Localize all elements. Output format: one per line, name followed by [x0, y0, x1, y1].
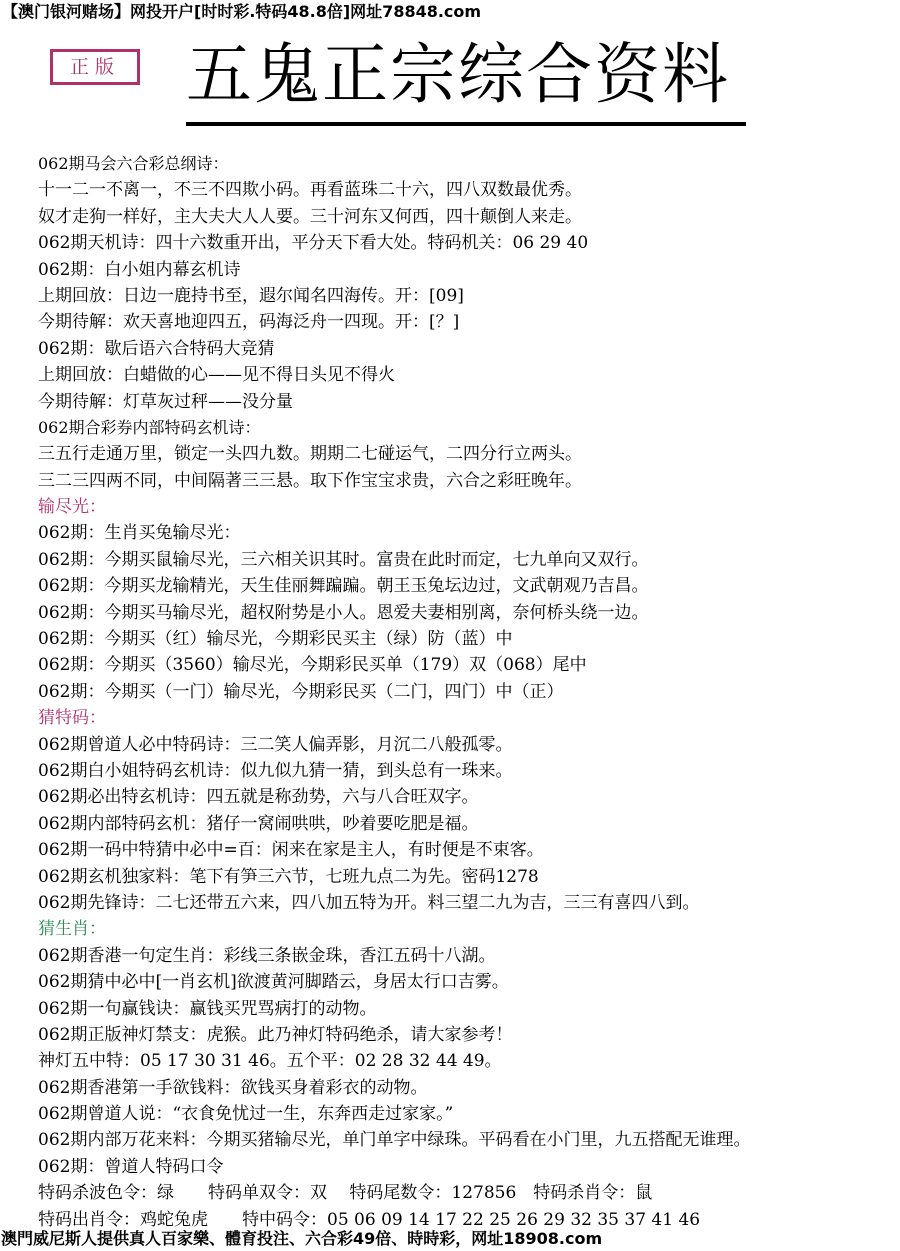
text-line: 062期香港一句定生肖：彩线三条嵌金珠，香江五码十八湖。 [38, 945, 496, 966]
text-line: 特码杀波色令：绿 特码单双令：双 特码尾数令：127856 特码杀肖令：鼠 [38, 1183, 653, 1204]
text-line: 062期：今期买（一门）输尽光，今期彩民买（二门，四门）中（正） [38, 681, 564, 702]
genuine-badge: 正版 [50, 49, 140, 85]
text-line: 特码出肖令：鸡蛇兔虎 特中码令：05 06 09 14 17 22 25 26 29 32 35 37 41 46 [38, 1209, 701, 1230]
section-heading: 猜特码： [38, 708, 106, 729]
text-line: 062期曾道人说：“衣食免忧过一生，东奔西走过家家。” [38, 1104, 454, 1125]
text-line: 062期玄机独家料：笔下有笋三六节，七班九点二为先。密码1278 [38, 866, 539, 887]
text-line: 062期必出特玄机诗：四五就是称劲势，六与八合旺双字。 [38, 787, 479, 808]
bottom-ad-banner: 澳門威尼斯人提供真人百家樂、體育投注、六合彩49倍、時時彩，网址18908.com [1, 1229, 603, 1248]
top-ad-banner: 【澳门银河赌场】网投开户[时时彩.特码48.8倍]网址78848.com [2, 2, 482, 21]
section-heading: 猜生肖： [38, 919, 106, 940]
text-line: 062期合彩券内部特码玄机诗： [38, 417, 261, 437]
text-line: 062期先锋诗：二七还带五六来，四八加五特为开。料三望二九为吉，三三有喜四八到。 [38, 892, 700, 913]
text-line: 062期曾道人必中特码诗：三二笑人偏弄影，月沉二八般孤零。 [38, 734, 513, 755]
text-line: 062期内部万花来料：今期买猪输尽光，单门单字中绿珠。平码看在小门里，九五搭配无谁理。 [38, 1130, 751, 1151]
text-line: 三二三四两不同，中间隔著三三悬。取下作宝宝求贵，六合之彩旺晚年。 [38, 470, 582, 491]
content-body [38, 151, 898, 1233]
text-line: 062期一码中特猜中必中=百：闲来在家是主人，有时便是不束客。 [38, 840, 544, 861]
text-line: 062期：今期买龙输精光，天生佳丽舞蹁蹁。朝王玉兔坛边过，文武朝观乃吉昌。 [38, 576, 649, 597]
text-line: 062期猜中必中[一肖玄机]欲渡黄河脚踏云，身居太行口吉雾。 [38, 972, 509, 993]
text-line: 062期：今期买鼠输尽光，三六相关识其时。富贵在此时而定，七九单向又双行。 [38, 549, 649, 570]
text-line: 今期待解：灯草灰过秤——没分量 [38, 391, 293, 412]
text-line: 062期：今期买（红）输尽光，今期彩民买主（绿）防（蓝）中 [38, 629, 513, 650]
text-line: 062期：今期买（3560）输尽光，今期彩民买单（179）双（068）尾中 [38, 655, 587, 676]
section-heading: 输尽光： [38, 497, 106, 518]
text-line: 062期：歇后语六合特码大竞猜 [38, 338, 275, 359]
text-line: 062期：生肖买兔输尽光： [38, 523, 241, 544]
text-line: 062期香港第一手欲钱料：欲钱买身着彩衣的动物。 [38, 1077, 428, 1098]
text-line: 062期内部特码玄机：猪仔一窝闹哄哄，吵着要吃肥是福。 [38, 813, 479, 834]
text-line: 062期：曾道人特码口令 [38, 1156, 224, 1177]
text-line: 三五行走通万里，锁定一头四九数。期期二七碰运气，二四分行立两头。 [38, 444, 582, 465]
text-line: 十一二一不离一，不三不四欺小码。再看蓝珠二十六，四八双数最优秀。 [38, 180, 582, 201]
text-line: 062期白小姐特码玄机诗：似九似九猜一猜，到头总有一珠来。 [38, 760, 513, 781]
text-line: 上期回放：日边一鹿持书至，遐尔闻名四海传。开：[09] [38, 285, 464, 306]
text-line: 今期待解：欢天喜地迎四五，码海泛舟一四现。开：[？] [38, 312, 460, 333]
text-line: 062期天机诗：四十六数重开出，平分天下看大处。特码机关：06 29 40 [38, 233, 589, 254]
text-line: 062期马会六合彩总纲诗： [38, 154, 229, 173]
text-line: 062期：白小姐内幕玄机诗 [38, 259, 241, 280]
text-line: 神灯五中特：05 17 30 31 46。五个平：02 28 32 44 49。 [38, 1051, 502, 1072]
text-line: 062期：今期买马输尽光，超权附势是小人。恩爱夫妻相别离，奈何桥头绕一边。 [38, 602, 649, 623]
text-line: 062期正版神灯禁支：虎猴。此乃神灯特码绝杀，请大家参考！ [38, 1024, 513, 1045]
page-title: 五鬼正宗综合资料 [186, 36, 746, 126]
text-line: 062期一句赢钱诀：赢钱买咒骂病打的动物。 [38, 998, 377, 1019]
text-line: 奴才走狗一样好，主大夫大人人要。三十河东又何西，四十颠倒人来走。 [38, 206, 582, 227]
text-line: 上期回放：白蜡做的心——见不得日头见不得火 [38, 365, 395, 386]
